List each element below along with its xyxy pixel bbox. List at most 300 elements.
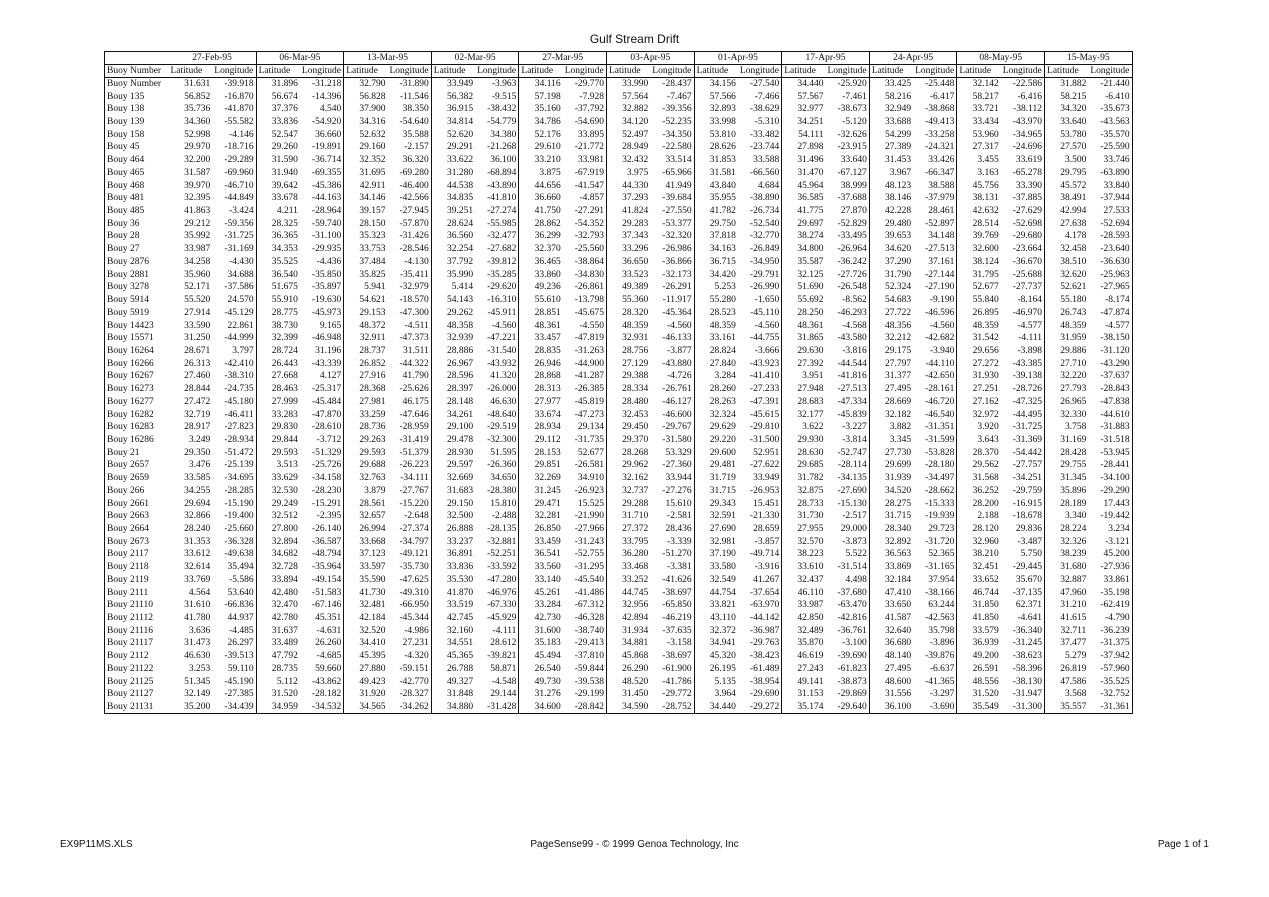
longitude-cell: -3.877 [667, 345, 692, 356]
latitude-cell: 26.967 [431, 357, 475, 370]
latitude-cell: 29.480 [869, 217, 913, 230]
longitude-cell: -3.814 [842, 434, 867, 445]
latitude-cell: 33.990 [606, 78, 650, 91]
latitude-cell: 32.737 [606, 485, 650, 498]
longitude-cell: 35.670 [1015, 574, 1043, 585]
longitude-cell: -27.374 [399, 524, 429, 535]
longitude-cell: -47.391 [749, 396, 780, 407]
latitude-cell: 28.523 [694, 306, 738, 319]
latitude-cell: 32.200 [184, 155, 211, 166]
latitude-cell: 37.818 [694, 230, 738, 243]
latitude-cell: 27.840 [694, 357, 738, 370]
longitude-cell: -24.735 [224, 384, 254, 395]
buoy-name-cell: Bouy 266 [107, 485, 145, 496]
longitude-cell: -51.270 [662, 549, 692, 560]
longitude-cell: -37.654 [749, 587, 780, 598]
latitude-cell: 32.882 [606, 103, 650, 116]
latitude-cell: 37.792 [431, 256, 475, 269]
table-row [105, 116, 1133, 129]
latitude-cell: 28.561 [344, 497, 388, 510]
longitude-cell: -26.291 [662, 282, 692, 293]
table-row [105, 408, 1133, 421]
latitude-cell: 45.572 [1045, 179, 1089, 192]
longitude-cell: -32.793 [574, 231, 604, 242]
longitude-cell: -33.495 [837, 231, 867, 242]
longitude-cell: -28.842 [574, 701, 604, 712]
longitude-cell: -46.219 [662, 613, 692, 624]
latitude-cell: 3.249 [188, 434, 211, 445]
latitude-cell: 36.680 [869, 637, 913, 650]
latitude-cell: 31.730 [782, 510, 826, 523]
longitude-cell: -3.487 [1017, 536, 1043, 547]
longitude-cell: -54.640 [399, 117, 429, 128]
table-row [105, 319, 1133, 332]
latitude-cell: 47.960 [1045, 586, 1089, 599]
latitude-cell: 29.150 [431, 497, 475, 510]
buoy-name-cell: Bouy 158 [107, 129, 145, 140]
latitude-cell: 53.810 [694, 128, 738, 141]
latitude-cell: 54.683 [869, 294, 913, 307]
latitude-cell: 28.240 [184, 524, 211, 535]
latitude-cell: 29.685 [782, 459, 826, 472]
latitude-cell: 28.325 [256, 217, 300, 230]
latitude-cell: 26.788 [431, 663, 475, 676]
longitude-cell: -46.411 [224, 409, 254, 420]
latitude-cell: 28.200 [957, 497, 1001, 510]
longitude-cell: -31.245 [1012, 638, 1043, 649]
latitude-cell: 54.299 [869, 128, 913, 141]
latitude-cell: 5.253 [694, 281, 738, 294]
latitude-cell: 36.563 [869, 548, 913, 561]
buoy-name-cell: Bouy 21112 [107, 613, 154, 624]
longitude-cell: -45.386 [311, 180, 342, 191]
latitude-cell: 32.324 [694, 408, 738, 421]
latitude-cell: 31.610 [184, 600, 211, 611]
latitude-cell: 57.564 [606, 90, 650, 103]
longitude-cell: -47.870 [311, 409, 342, 420]
latitude-cell: 35.870 [782, 637, 826, 650]
latitude-cell: 38.131 [957, 192, 1001, 205]
latitude-cell: 3.758 [1045, 421, 1089, 434]
latitude-cell: 33.836 [431, 561, 475, 574]
longitude-cell: -47.325 [1012, 396, 1043, 407]
latitude-cell: 32.960 [957, 535, 1001, 548]
latitude-cell: 32.657 [344, 510, 388, 523]
longitude-cell: -27.726 [837, 269, 867, 280]
table-row [105, 523, 1133, 536]
table-row [105, 548, 1133, 561]
latitude-header: Latitude [1045, 65, 1089, 78]
longitude-cell: -39.918 [224, 79, 254, 90]
latitude-cell: 28.844 [184, 384, 211, 395]
longitude-cell: -15.130 [837, 498, 867, 509]
longitude-cell: 36.320 [402, 155, 429, 166]
buoy-name-cell: Bouy 464 [107, 155, 145, 166]
longitude-cell: -27.767 [399, 485, 429, 496]
longitude-cell: -27.360 [662, 460, 692, 471]
latitude-header: Latitude [694, 65, 738, 78]
longitude-cell: -38.150 [1100, 333, 1130, 344]
buoy-name-cell: Bouy 16283 [107, 422, 154, 433]
longitude-cell: -4.548 [491, 676, 517, 687]
footer-page-number: Page 1 of 1 [1157, 839, 1209, 850]
longitude-cell: -36.761 [837, 625, 867, 636]
table-row [105, 688, 1133, 701]
longitude-cell: -37.688 [837, 193, 867, 204]
latitude-cell: 33.457 [519, 332, 563, 345]
latitude-cell: 48.358 [431, 319, 475, 332]
longitude-cell: -4.430 [229, 256, 254, 267]
latitude-cell: 34.520 [869, 485, 913, 498]
longitude-cell: -23.915 [837, 142, 867, 153]
longitude-cell: -27.966 [574, 524, 604, 535]
buoy-name-cell: Bouy 2118 [107, 562, 149, 573]
longitude-cell: -38.868 [925, 104, 955, 115]
table-row [105, 624, 1133, 637]
longitude-cell: -3.712 [316, 434, 342, 445]
latitude-cell: 26.591 [957, 663, 1001, 676]
latitude-cell: 33.987 [184, 244, 211, 255]
latitude-cell: 29.593 [256, 446, 300, 459]
latitude-cell: 32.212 [869, 332, 913, 345]
longitude-cell: -27.936 [1100, 562, 1130, 573]
longitude-cell: -4.560 [667, 320, 692, 331]
longitude-cell: -26.000 [487, 384, 517, 395]
longitude-cell: -27.823 [224, 422, 254, 433]
corner-cell [105, 52, 169, 65]
latitude-cell: 33.678 [256, 192, 300, 205]
table-row [105, 103, 1133, 116]
latitude-cell: 32.763 [344, 472, 388, 485]
longitude-cell: -22.580 [662, 142, 692, 153]
latitude-cell: 31.473 [184, 638, 211, 649]
latitude-cell: 49.141 [782, 675, 826, 688]
latitude-cell: 36.540 [256, 268, 300, 281]
latitude-cell: 33.629 [256, 472, 300, 485]
longitude-cell: -47.221 [487, 333, 517, 344]
longitude-cell: -1.650 [754, 295, 780, 306]
longitude-cell: 37.954 [928, 574, 955, 585]
latitude-cell: 26.743 [1045, 306, 1089, 319]
longitude-cell: -49.154 [311, 574, 342, 585]
latitude-cell: 34.682 [256, 548, 300, 561]
latitude-cell: 32.614 [184, 562, 211, 573]
longitude-cell: 38.588 [928, 180, 955, 191]
table-row [105, 357, 1133, 370]
longitude-cell: -41.365 [925, 676, 955, 687]
longitude-cell: -43.290 [1100, 358, 1130, 369]
latitude-cell: 34.440 [694, 701, 738, 714]
latitude-cell: 34.835 [431, 192, 475, 205]
longitude-cell: -4.111 [1018, 333, 1043, 344]
latitude-cell: 56.828 [344, 90, 388, 103]
longitude-cell: -26.734 [749, 206, 780, 217]
latitude-cell: 26.540 [519, 663, 563, 676]
latitude-cell: 42.894 [606, 612, 650, 625]
longitude-cell: -44.495 [1012, 409, 1043, 420]
longitude-cell: -38.673 [837, 104, 867, 115]
buoy-name-cell: Bouy 2881 [107, 269, 149, 280]
latitude-cell: 3.513 [256, 459, 300, 472]
longitude-cell: -28.610 [311, 422, 342, 433]
latitude-cell: 4.178 [1045, 230, 1089, 243]
longitude-cell: 33.514 [665, 155, 692, 166]
longitude-cell: -25.688 [1012, 269, 1043, 280]
longitude-cell: 33.619 [1015, 155, 1043, 166]
longitude-cell: -4.130 [404, 256, 429, 267]
longitude-cell: 41.267 [753, 574, 780, 585]
longitude-cell: 15.810 [490, 498, 517, 509]
table-row [105, 675, 1133, 688]
buoy-name-cell: Bouy 2119 [107, 574, 149, 585]
longitude-cell: -26.581 [574, 460, 604, 471]
latitude-cell: 32.570 [782, 535, 826, 548]
longitude-cell: 35.494 [227, 562, 254, 573]
latitude-cell: 32.530 [256, 485, 300, 498]
latitude-cell: 27.977 [519, 395, 563, 408]
longitude-cell: -28.546 [399, 244, 429, 255]
longitude-cell: -46.400 [399, 180, 429, 191]
longitude-cell: -25.660 [224, 524, 254, 535]
latitude-cell: 33.640 [1045, 116, 1089, 129]
longitude-cell: 36.660 [315, 129, 342, 140]
buoy-name-cell: Bouy 2664 [107, 524, 149, 535]
longitude-cell: -38.310 [224, 371, 254, 382]
longitude-cell: 33.944 [665, 473, 692, 484]
table-row [105, 485, 1133, 498]
latitude-cell: 26.888 [431, 523, 475, 536]
latitude-cell: 44.538 [431, 179, 475, 192]
longitude-cell: -31.540 [487, 345, 517, 356]
latitude-cell: 32.512 [256, 510, 300, 523]
latitude-cell: 34.590 [606, 701, 650, 714]
latitude-cell: 32.326 [1045, 535, 1089, 548]
longitude-cell: -3.381 [667, 562, 692, 573]
latitude-cell: 34.261 [431, 408, 475, 421]
longitude-cell: -54.690 [574, 117, 604, 128]
longitude-cell: 62.371 [1015, 600, 1043, 611]
longitude-cell: 51.595 [490, 447, 517, 458]
longitude-cell: -3.896 [929, 638, 955, 649]
longitude-cell: -29.772 [662, 689, 692, 700]
longitude-cell: -6.410 [1105, 91, 1130, 102]
latitude-cell: 28.428 [1045, 446, 1089, 459]
longitude-header: Longitude [388, 65, 432, 78]
longitude-cell: -39.538 [574, 676, 604, 687]
latitude-cell: 45.365 [431, 650, 475, 663]
longitude-cell: -57.960 [1100, 663, 1130, 674]
latitude-cell: 31.865 [782, 332, 826, 345]
latitude-cell: 32.977 [782, 103, 826, 116]
latitude-cell: 55.840 [957, 294, 1001, 307]
longitude-cell: -43.563 [1100, 117, 1130, 128]
longitude-cell: -3.873 [842, 536, 867, 547]
table-row [105, 243, 1133, 256]
longitude-cell: -5.310 [754, 117, 780, 128]
table-row [105, 663, 1133, 676]
longitude-cell: -29.763 [749, 638, 780, 649]
longitude-cell: -38.954 [749, 676, 780, 687]
table-row [105, 167, 1133, 180]
longitude-cell: -28.380 [487, 485, 517, 496]
longitude-cell: -26.861 [574, 282, 604, 293]
latitude-cell: 52.620 [431, 128, 475, 141]
latitude-cell: 34.941 [694, 637, 738, 650]
latitude-cell: 31.276 [519, 688, 563, 701]
longitude-cell: 28.612 [490, 638, 517, 649]
longitude-cell: -4.550 [579, 320, 604, 331]
longitude-cell: -3.227 [842, 422, 867, 433]
longitude-cell: 33.861 [1103, 574, 1130, 585]
longitude-cell: -4.641 [1017, 613, 1043, 624]
longitude-cell: -61.489 [749, 663, 780, 674]
longitude-cell: -29.272 [749, 701, 780, 712]
longitude-cell: -42.650 [925, 371, 955, 382]
longitude-cell: -36.630 [1100, 256, 1130, 267]
longitude-cell: -31.735 [574, 434, 604, 445]
longitude-cell: -47.280 [487, 574, 517, 585]
drift-table [104, 51, 1133, 714]
latitude-cell: 27.955 [782, 523, 826, 536]
latitude-cell: 31.556 [869, 688, 913, 701]
longitude-cell: -42.566 [399, 193, 429, 204]
longitude-cell: -63.970 [749, 600, 780, 611]
latitude-cell: 3.500 [1045, 154, 1089, 167]
latitude-cell: 32.549 [694, 574, 738, 587]
longitude-cell: -42.682 [925, 333, 955, 344]
latitude-cell: 29.610 [519, 141, 563, 154]
longitude-cell: -49.310 [399, 587, 429, 598]
table-row [105, 179, 1133, 192]
table-row [105, 78, 1133, 91]
latitude-header: Latitude [344, 65, 388, 78]
longitude-cell: -23.640 [1100, 244, 1130, 255]
longitude-cell: -57.870 [399, 218, 429, 229]
longitude-cell: -29.935 [311, 244, 342, 255]
latitude-cell: 33.459 [519, 535, 563, 548]
latitude-cell: 51.690 [782, 281, 826, 294]
latitude-header: Latitude [519, 65, 563, 78]
latitude-cell: 29.249 [256, 497, 300, 510]
buoy-name-cell: Bouy 2673 [107, 536, 149, 547]
latitude-cell: 26.313 [184, 358, 211, 369]
longitude-cell: -38.873 [837, 676, 867, 687]
latitude-cell: 32.458 [1045, 243, 1089, 256]
longitude-cell: -26.953 [749, 485, 780, 496]
longitude-cell: -28.437 [662, 79, 692, 90]
latitude-cell: 35.549 [957, 701, 1001, 714]
longitude-cell: -69.960 [224, 167, 254, 178]
latitude-cell: 35.557 [1045, 701, 1089, 714]
latitude-cell: 29.220 [694, 434, 738, 447]
table-row [105, 421, 1133, 434]
latitude-cell: 29.343 [694, 497, 738, 510]
latitude-cell: 28.671 [184, 345, 211, 356]
latitude-cell: 28.320 [606, 306, 650, 319]
latitude-cell: 5.279 [1045, 650, 1089, 663]
latitude-cell: 28.260 [694, 383, 738, 396]
longitude-cell: -34.111 [400, 473, 429, 484]
longitude-cell: -51.472 [224, 447, 254, 458]
latitude-cell: 31.683 [431, 485, 475, 498]
latitude-cell: 29.153 [344, 306, 388, 319]
buoy-number-header: Buoy Number [105, 65, 169, 78]
latitude-cell: 32.182 [869, 408, 913, 421]
latitude-cell: 31.848 [431, 688, 475, 701]
latitude-cell: 46.110 [782, 586, 826, 599]
latitude-cell: 47.410 [869, 586, 913, 599]
latitude-cell: 35.736 [184, 104, 211, 115]
latitude-cell: 28.153 [519, 446, 563, 459]
longitude-cell: -3.690 [929, 701, 955, 712]
longitude-cell: -6.417 [929, 91, 955, 102]
latitude-cell: 27.730 [869, 446, 913, 459]
longitude-cell: -44.755 [749, 333, 780, 344]
latitude-cell: 32.939 [431, 332, 475, 345]
longitude-cell: -27.965 [1100, 282, 1130, 293]
latitude-cell: 31.245 [519, 485, 563, 498]
latitude-cell: 48.361 [519, 319, 563, 332]
longitude-cell: -47.625 [399, 574, 429, 585]
latitude-cell: 39.251 [431, 205, 475, 218]
longitude-cell: -34.262 [399, 701, 429, 712]
latitude-cell: 27.999 [256, 395, 300, 408]
latitude-cell: 29.755 [1045, 459, 1089, 472]
latitude-cell: 28.624 [431, 217, 475, 230]
latitude-cell: 58.216 [869, 90, 913, 103]
buoy-name-cell: Bouy 21117 [107, 638, 154, 649]
buoy-name-cell: Bouy 2876 [107, 256, 149, 267]
longitude-cell: -44.849 [224, 193, 254, 204]
longitude-cell: -31.518 [1100, 434, 1130, 445]
longitude-cell: 34.650 [490, 473, 517, 484]
longitude-cell: -29.680 [1012, 231, 1043, 242]
longitude-cell: 38.350 [402, 104, 429, 115]
longitude-cell: 34.688 [227, 269, 254, 280]
latitude-cell: 33.650 [869, 599, 913, 612]
longitude-cell: 52.365 [928, 549, 955, 560]
latitude-cell: 28.824 [694, 345, 738, 358]
longitude-cell: -35.198 [1100, 587, 1130, 598]
table-row [105, 497, 1133, 510]
longitude-cell: -39.138 [1012, 371, 1043, 382]
table-row [105, 268, 1133, 281]
latitude-cell: 41.870 [431, 586, 475, 599]
longitude-cell: -37.135 [1012, 587, 1043, 598]
latitude-cell: 31.496 [782, 154, 826, 167]
latitude-cell: 31.345 [1045, 472, 1089, 485]
latitude-cell: 39.157 [344, 205, 388, 218]
buoy-name-cell: Bouy 2111 [107, 587, 149, 598]
longitude-cell: -28.964 [311, 206, 342, 217]
latitude-cell: 3.455 [957, 154, 1001, 167]
latitude-cell: 32.640 [869, 624, 913, 637]
longitude-cell: -44.610 [1100, 409, 1130, 420]
latitude-cell: 57.566 [694, 90, 738, 103]
latitude-cell: 32.894 [256, 535, 300, 548]
longitude-cell: 3.234 [1108, 524, 1130, 535]
longitude-cell: -66.950 [399, 600, 429, 611]
latitude-cell: 27.272 [957, 357, 1001, 370]
latitude-cell: 27.460 [184, 371, 211, 382]
buoy-name-cell: Bouy 2117 [107, 549, 149, 560]
longitude-cell: -31.369 [1012, 434, 1043, 445]
latitude-cell: 26.994 [344, 523, 388, 536]
latitude-cell: 37.190 [694, 548, 738, 561]
latitude-cell: 28.669 [869, 395, 913, 408]
latitude-cell: 34.959 [256, 701, 300, 714]
latitude-cell: 27.793 [1045, 383, 1089, 396]
